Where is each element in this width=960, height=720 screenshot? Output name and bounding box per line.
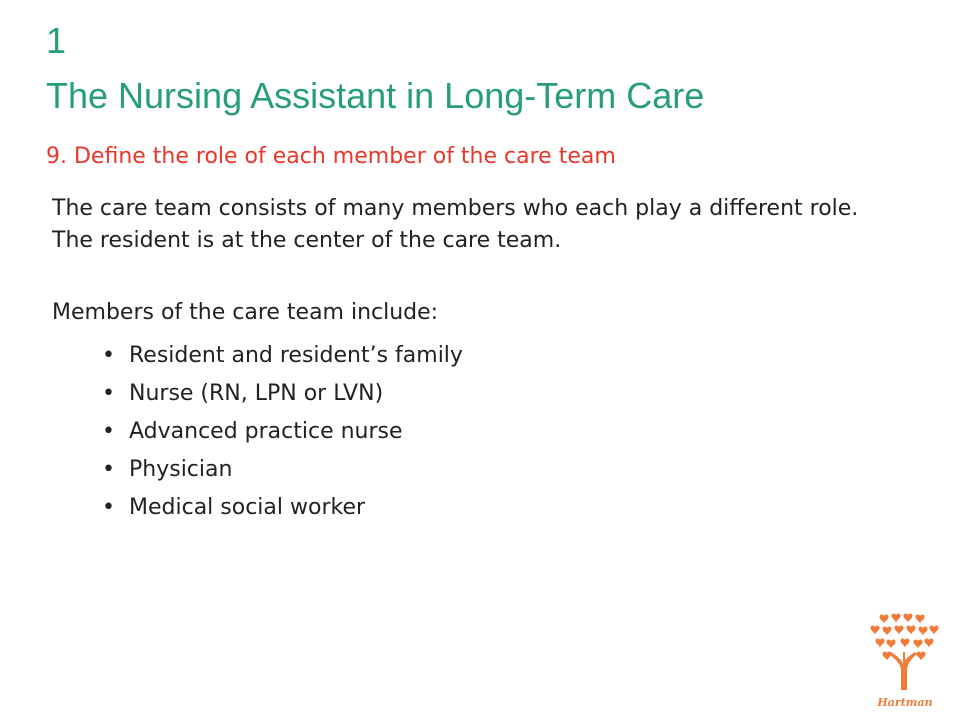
slide-body [52,193,902,520]
members-label: Members of the care team include: [52,300,439,325]
chapter-number: 1 [46,20,67,61]
learning-objective: 9. Define the role of each member of the care team [46,144,616,169]
heart-tree-icon [862,608,948,714]
logo-wordmark: Hartman [877,696,933,709]
list-item [102,489,463,527]
chapter-title: The Nursing Assistant in Long-Term Care [46,75,705,116]
list-item [102,413,463,451]
list-item-label: Physician [129,457,233,482]
bullet-icon: • [102,381,115,406]
list-item-label: Resident and resident’s family [129,343,463,368]
list-item-label: Medical social worker [129,495,366,520]
hartman-logo [862,608,948,714]
bullet-icon: • [102,343,115,368]
intro-paragraph: The care team consists of many members who each play a different role. The resident is at the center of the care team. [52,196,859,253]
care-team-list [102,337,463,527]
list-item [102,451,463,489]
bullet-icon: • [102,419,115,444]
bullet-icon: • [102,495,115,520]
list-item-label: Advanced practice nurse [129,419,403,444]
list-item [102,375,463,413]
bullet-icon: • [102,457,115,482]
list-item-label: Nurse (RN, LPN or LVN) [129,381,384,406]
list-item [102,337,463,375]
